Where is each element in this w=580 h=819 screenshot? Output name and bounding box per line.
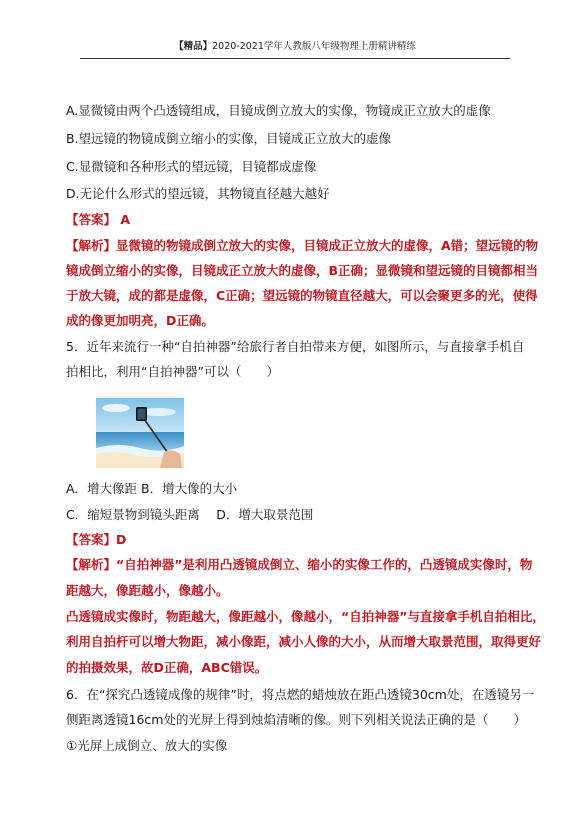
q6-stem-line-1: 6．在“探究凸透镜成像的规律”时，将点燃的蜡烛放在距凸透镜30cm处，在透镜另一: [66, 687, 535, 702]
q4-analysis-line-4: 成的像更加明亮，D正确。: [66, 313, 214, 328]
q4-answer: 【答案】 A: [66, 212, 131, 227]
q4-option-c: C.显微镜和各种形式的望远镜，目镜都成虚像: [66, 159, 317, 174]
q4-option-a: A.显微镜由两个凸透镜组成，目镜成倒立放大的实像，物镜成正立放大的虚像: [66, 103, 491, 118]
q5-options-cd: C．缩短景物到镜头距离 D．增大取景范围: [66, 507, 314, 522]
q5-analysis-line-2: 距越大，像距越小，像越小。: [66, 583, 229, 598]
q6-stem-line-2: 侧距离透镜16cm处的光屏上得到烛焰清晰的像。则下列相关说法正确的是（ ）: [66, 712, 526, 727]
header-title: 2020-2021学年人教版八年级物理上册精讲精练: [212, 41, 416, 52]
q4-analysis-line-1: 【解析】显微镜的物镜成倒立放大的实像，目镜成正立放大的虚像，A错；望远镜的物: [66, 238, 539, 253]
q5-stem-line-2: 拍相比，利用“自拍神器”可以（ ）: [66, 364, 279, 379]
q5-options-ab: A．增大像距 B．增大像的大小: [66, 481, 238, 496]
q5-analysis-line-1: 【解析】“自拍神器”是利用凸透镜成倒立、缩小的实像工作的，凸透镜成实像时，物: [66, 557, 533, 572]
q5-analysis-line-4: 利用自拍杆可以增大物距，减小像距，减小人像的大小，从而增大取景范围，取得更好: [66, 634, 542, 649]
q5-analysis-line-3: 凸透镜成实像时，物距越大，像距越小，像越小，“自拍神器”与直接拿手机自拍相比，: [66, 609, 545, 624]
q4-option-d: D.无论什么形式的望远镜，其物镜直径越大越好: [66, 186, 330, 201]
q6-statement-1: ①光屏上成倒立、放大的实像: [66, 738, 228, 753]
q4-analysis-line-2: 镜成倒立缩小的实像，目镜成正立放大的虚像，B正确；显微镜和望远镜的目镜都相当: [66, 263, 539, 278]
q5-answer: 【答案】D: [66, 532, 127, 547]
q4-analysis-line-3: 于放大镜，成的都是虚像，C正确；望远镜的物镜直径越大，可以会聚更多的光，使得: [66, 288, 538, 303]
header-tag: 【精品】: [174, 41, 213, 52]
page-header: [80, 38, 510, 59]
q5-stem-line-1: 5．近年来流行一种“自拍神器”给旅行者自拍带来方便，如图所示，与直接拿手机自: [66, 339, 525, 354]
q5-analysis-line-5: 的拍摄效果，故D正确，ABC错误。: [66, 660, 268, 675]
selfie-stick-photo: [96, 398, 184, 468]
q4-option-b: B.望远镜的物镜成倒立缩小的实像，目镜成正立放大的虚像: [66, 131, 392, 146]
selfie-stick-illustration: [96, 398, 184, 468]
